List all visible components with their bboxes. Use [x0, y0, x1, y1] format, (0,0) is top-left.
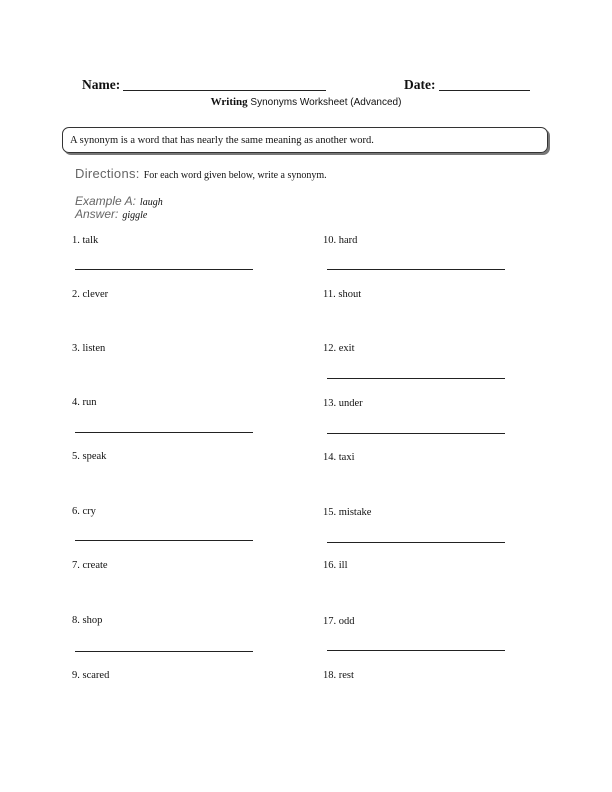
answer-line-17[interactable] [327, 650, 505, 651]
left-item-8: 8. shop [72, 615, 103, 626]
answer-line-4[interactable] [75, 432, 253, 433]
left-item-6: 6. cry [72, 506, 96, 517]
right-item-10: 10. hard [323, 235, 358, 246]
definition-box [62, 127, 548, 153]
left-item-9: 9. scared [72, 670, 110, 681]
right-item-13: 13. under [323, 398, 363, 409]
right-item-12: 12. exit [323, 343, 355, 354]
left-item-1: 1. talk [72, 235, 99, 246]
right-item-15: 15. mistake [323, 507, 372, 518]
answer-line-1[interactable] [75, 269, 253, 270]
example-label: Example A: [75, 194, 136, 208]
right-item-16: 16. ill [323, 560, 348, 571]
left-item-2: 2. clever [72, 289, 109, 300]
example-word: laugh [139, 197, 163, 208]
answer-line-13[interactable] [327, 433, 505, 434]
directions-text: For each word given below, write a synonym. [143, 170, 327, 181]
answer-line-15[interactable] [327, 542, 505, 543]
answer-line-10[interactable] [327, 269, 505, 270]
answer-line-6[interactable] [75, 540, 253, 541]
name-field-line[interactable] [123, 90, 326, 91]
date-label: Date: [404, 77, 436, 92]
worksheet-title [0, 96, 612, 108]
left-item-3: 3. listen [72, 343, 106, 354]
answer-word: giggle [122, 210, 148, 221]
date-field-line[interactable] [439, 90, 530, 91]
right-item-14: 14. taxi [323, 452, 355, 463]
answer-label: Answer: [75, 207, 119, 221]
name-label: Name: [82, 77, 121, 92]
answer-line-12[interactable] [327, 378, 505, 379]
right-item-11: 11. shout [323, 289, 362, 300]
left-item-5: 5. speak [72, 451, 107, 462]
directions [75, 165, 327, 183]
title-rest: Synonyms Worksheet (Advanced) [250, 97, 402, 108]
answer-row [75, 205, 147, 223]
right-item-17: 17. odd [323, 616, 355, 627]
directions-label: Directions: [75, 166, 140, 181]
title-bold-word: Writing [210, 96, 248, 108]
definition-text: A synonym is a word that has nearly the same meaning as another word. [70, 135, 374, 146]
right-item-18: 18. rest [323, 670, 354, 681]
left-item-7: 7. create [72, 560, 108, 571]
answer-line-8[interactable] [75, 651, 253, 652]
left-item-4: 4. run [72, 397, 97, 408]
